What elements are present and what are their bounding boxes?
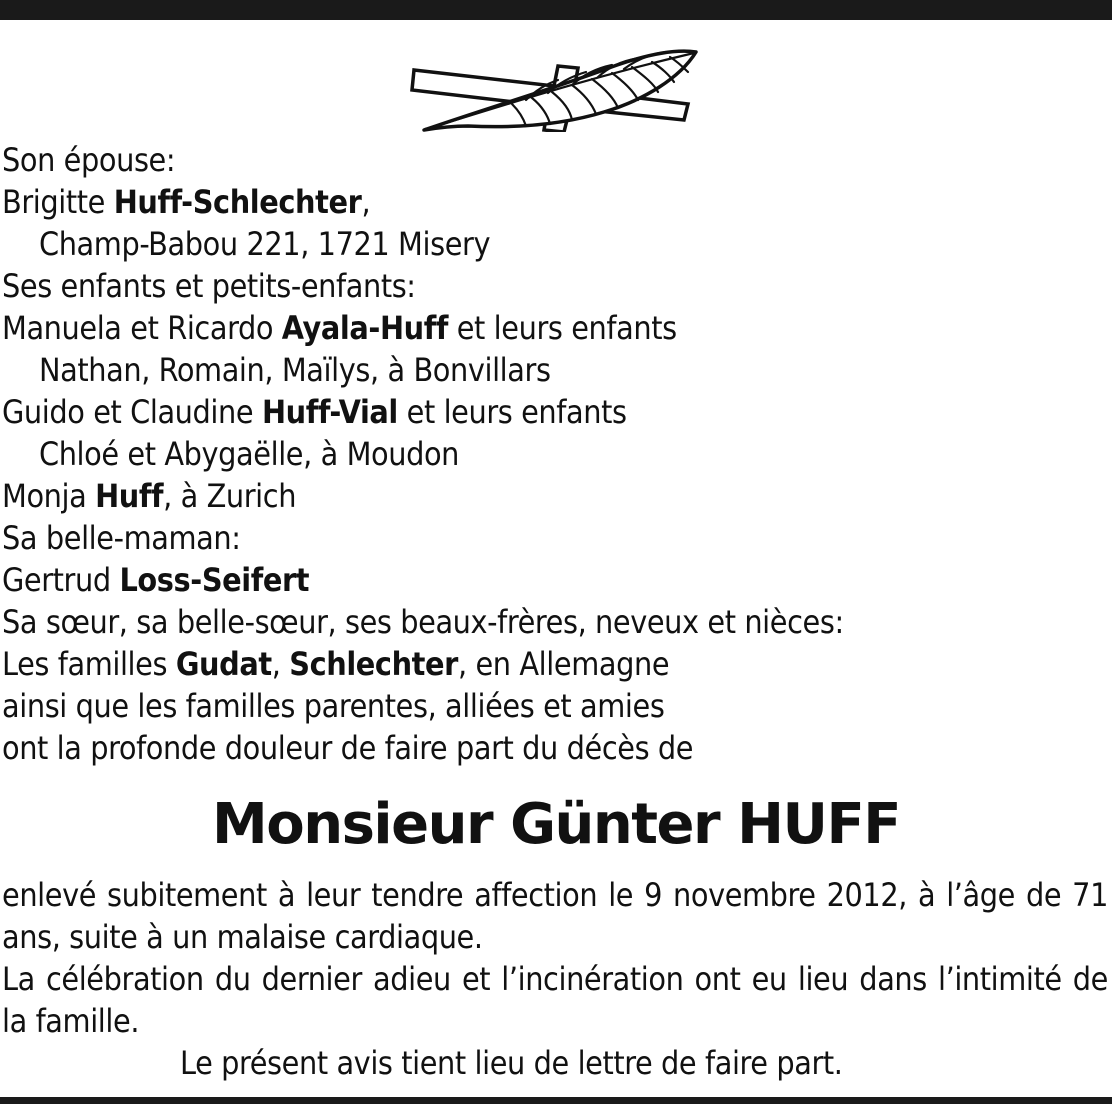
family-name: Huff-Schlechter xyxy=(113,183,362,221)
announcement-line xyxy=(2,349,1110,391)
closing-statement: Le présent avis tient lieu de lettre de faire part. xyxy=(180,1044,843,1082)
top-border-rule xyxy=(0,0,1112,20)
ceremony-paragraph: La célébration du dernier adieu et l’incinération ont eu lieu dans l’intimité de la famille. xyxy=(2,960,1108,1040)
announcement-text: Gertrud xyxy=(2,561,120,599)
announcement-text: , à Zurich xyxy=(163,477,297,515)
announcement-line xyxy=(2,223,1110,265)
family-name: Loss-Seifert xyxy=(119,561,310,599)
announcement-line xyxy=(2,433,1110,475)
announcement-line xyxy=(2,181,1110,223)
announcement-text: , en Allemagne xyxy=(458,645,670,683)
announcement-line xyxy=(2,391,1110,433)
announcement-text: Nathan, Romain, Maïlys, à Bonvillars xyxy=(39,351,551,389)
announcement-text: Champ-Babou 221, 1721 Misery xyxy=(39,225,491,263)
announcement-line xyxy=(2,559,1110,601)
announcement-text: Brigitte xyxy=(2,183,114,221)
announcement-line xyxy=(2,475,1110,517)
announcement-text: Sa sœur, sa belle-sœur, ses beaux-frères, neveux et nièces: xyxy=(2,603,844,641)
deceased-name: Monsieur Günter HUFF xyxy=(212,792,900,857)
announcement-text: Son épouse: xyxy=(2,141,176,179)
announcement-line xyxy=(2,307,1110,349)
family-name: Schlechter xyxy=(289,645,458,683)
announcement-text: ainsi que les familles parentes, alliées et amies xyxy=(2,687,665,725)
cross-and-palm-leaf-icon xyxy=(408,38,702,132)
announcement-text: Sa belle-maman: xyxy=(2,519,241,557)
announcement-line xyxy=(2,727,1110,769)
announcement-line xyxy=(2,643,1110,685)
announcement-text: Les familles xyxy=(2,645,176,683)
announcement-text: et leurs enfants xyxy=(397,393,627,431)
announcement-line xyxy=(2,685,1110,727)
announcement-line xyxy=(2,517,1110,559)
bottom-border-rule xyxy=(0,1097,1112,1104)
announcement-text: et leurs enfants xyxy=(448,309,677,347)
family-name: Huff xyxy=(95,477,164,515)
announcement-text: Chloé et Abygaëlle, à Moudon xyxy=(39,435,460,473)
family-announcement-lines xyxy=(2,139,1110,769)
announcement-text: ont la profonde douleur de faire part du décès de xyxy=(2,729,694,767)
announcement-text: Manuela et Ricardo xyxy=(2,309,282,347)
announcement-line xyxy=(2,139,1110,181)
announcement-text: Ses enfants et petits-enfants: xyxy=(2,267,416,305)
family-name: Ayala-Huff xyxy=(281,309,448,347)
family-name: Gudat xyxy=(175,645,272,683)
announcement-text: Monja xyxy=(2,477,96,515)
announcement-line xyxy=(2,265,1110,307)
family-name: Huff-Vial xyxy=(261,393,398,431)
announcement-text: , xyxy=(361,183,371,221)
announcement-text: Guido et Claudine xyxy=(2,393,262,431)
announcement-text: , xyxy=(271,645,290,683)
announcement-line xyxy=(2,601,1110,643)
death-circumstances-paragraph: enlevé subitement à leur tendre affection le 9 novembre 2012, à l’âge de 71 ans, suite à un malaise cardiaque. xyxy=(2,876,1108,956)
